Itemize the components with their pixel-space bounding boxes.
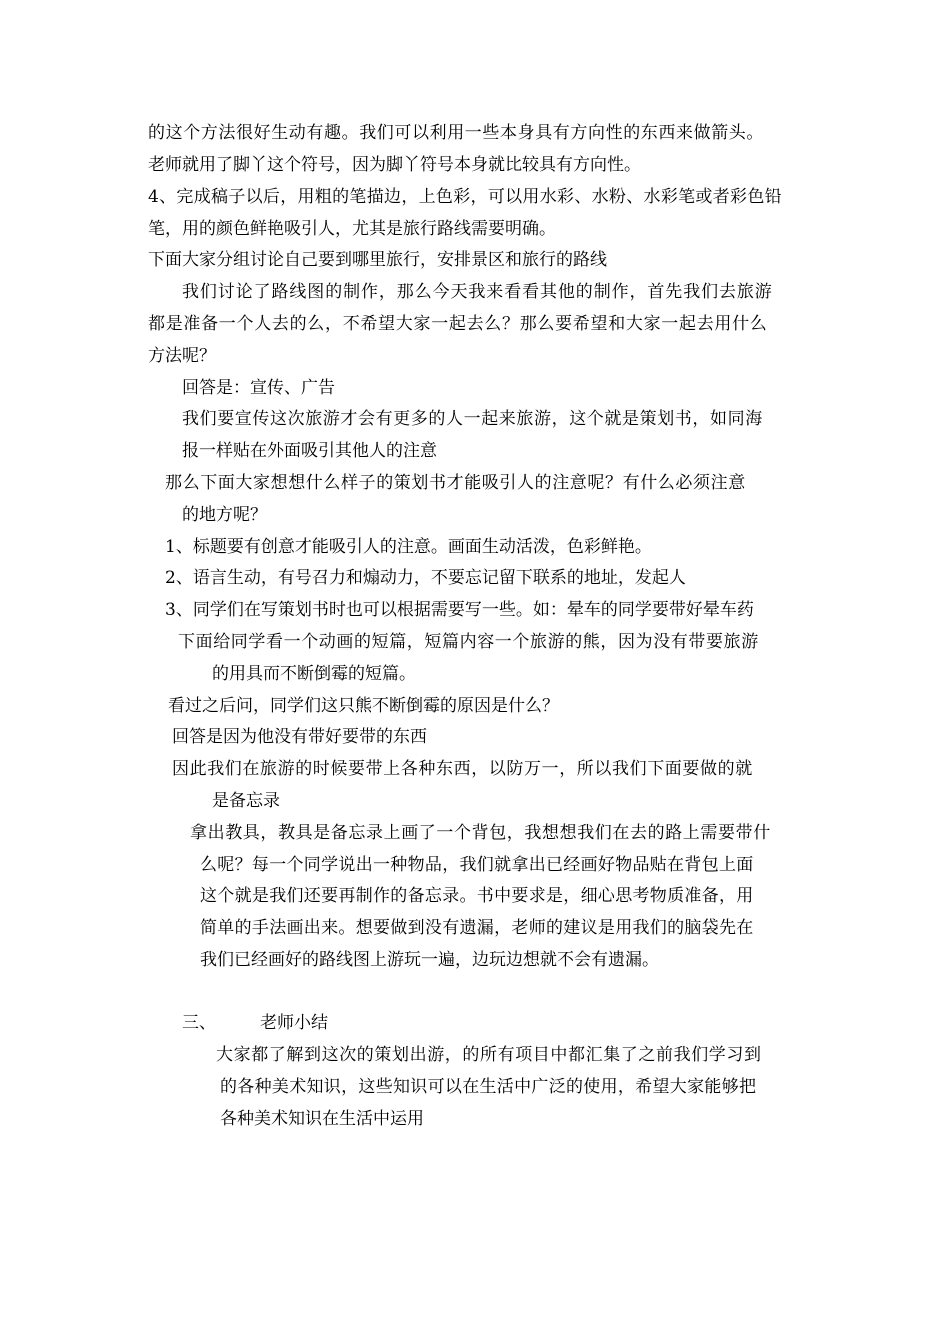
text-line: 拿出教具，教具是备忘录上画了一个背包，我想想我们在去的路上需要带什 (190, 823, 771, 843)
text-line: 回答是因为他没有带好要带的东西 (172, 727, 427, 747)
list-item: 1、标题要有创意才能吸引人的注意。画面生动活泼，色彩鲜艳。 (165, 537, 652, 557)
text-line: 笔，用的颜色鲜艳吸引人，尤其是旅行路线需要明确。 (148, 219, 556, 239)
summary-line: 各种美术知识在生活中运用 (220, 1109, 424, 1129)
text-line: 的这个方法很好生动有趣。我们可以利用一些本身具有方向性的东西来做箭头。 (148, 123, 764, 143)
section-heading (182, 1013, 328, 1033)
text-line: 的地方呢？ (182, 505, 267, 525)
text-line: 的用具而不断倒霉的短篇。 (212, 664, 416, 684)
text-line: 老师就用了脚丫这个符号，因为脚丫符号本身就比较具有方向性。 (148, 155, 641, 175)
summary-line: 的各种美术知识，这些知识可以在生活中广泛的使用，希望大家能够把 (220, 1077, 757, 1097)
text-line: 下面大家分组讨论自己要到哪里旅行，安排景区和旅行的路线 (148, 250, 607, 270)
text-line: 看过之后问，同学们这只熊不断倒霉的原因是什么？ (168, 696, 559, 716)
text-line: 么呢？每一个同学说出一种物品，我们就拿出已经画好物品贴在背包上面 (200, 855, 754, 875)
text-line: 报一样贴在外面吸引其他人的注意 (182, 441, 437, 461)
text-line: 是备忘录 (212, 791, 280, 811)
text-line: 因此我们在旅游的时候要带上各种东西，以防万一，所以我们下面要做的就 (172, 759, 753, 779)
text-line: 简单的手法画出来。想要做到没有遗漏，老师的建议是用我们的脑袋先在 (200, 918, 754, 938)
text-line: 方法呢？ (148, 346, 216, 366)
text-line: 下面给同学看一个动画的短篇，短篇内容一个旅游的熊，因为没有带要旅游 (178, 632, 759, 652)
summary-line: 大家都了解到这次的策划出游，的所有项目中都汇集了之前我们学习到 (216, 1045, 762, 1065)
text-line: 回答是：宣传、广告 (182, 378, 335, 398)
list-item: 2、语言生动，有号召力和煽动力，不要忘记留下联系的地址，发起人 (165, 568, 686, 588)
section-number: 三、 (182, 1013, 216, 1033)
text-line: 都是准备一个人去的么，不希望大家一起去么？那么要希望和大家一起去用什么 (148, 314, 768, 334)
text-line: 这个就是我们还要再制作的备忘录。书中要求是，细心思考物质准备，用 (200, 886, 754, 906)
text-line: 4、完成稿子以后，用粗的笔描边，上色彩，可以用水彩、水粉、水彩笔或者彩色铅 (148, 187, 782, 207)
text-line: 我们已经画好的路线图上游玩一遍，边玩边想就不会有遗漏。 (200, 950, 659, 970)
text-line: 那么下面大家想想什么样子的策划书才能吸引人的注意呢？有什么必须注意 (165, 473, 746, 493)
list-item: 3、同学们在写策划书时也可以根据需要写一些。如：晕车的同学要带好晕车药 (165, 600, 754, 620)
section-title: 老师小结 (260, 1013, 328, 1033)
text-line: 我们要宣传这次旅游才会有更多的人一起来旅游，这个就是策划书，如同海 (182, 409, 763, 429)
text-line: 我们讨论了路线图的制作，那么今天我来看看其他的制作，首先我们去旅游 (182, 282, 773, 302)
